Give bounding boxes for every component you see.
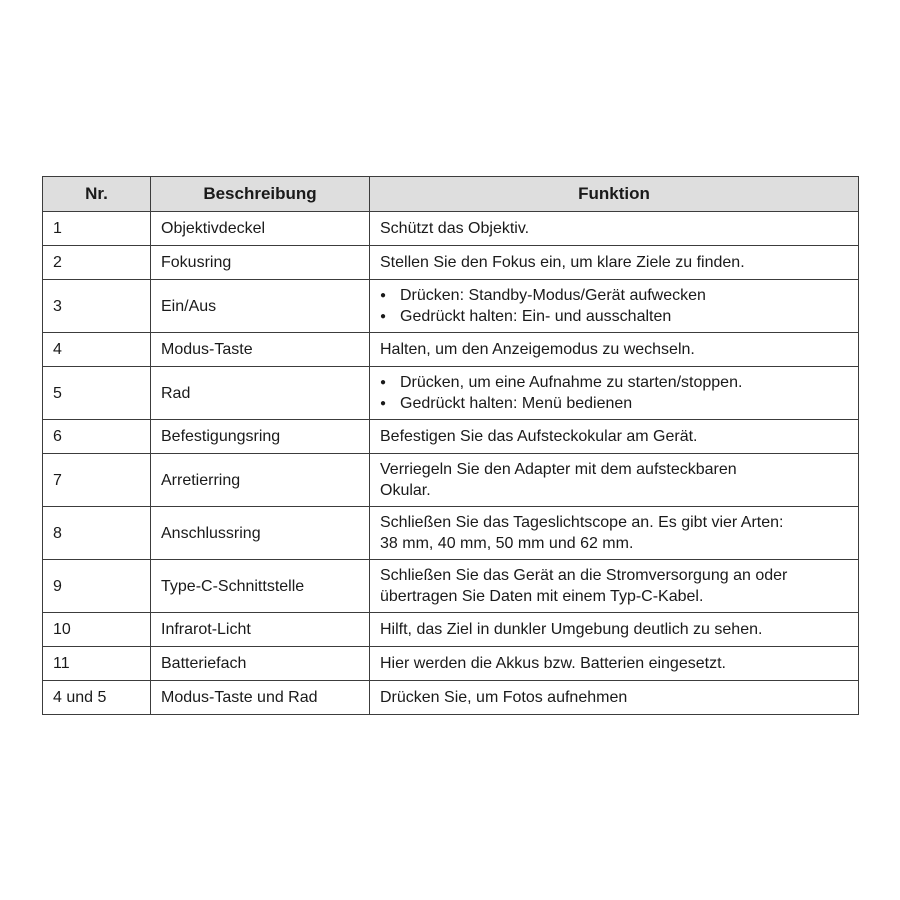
table-row [43, 454, 859, 507]
funktion-cell [370, 454, 859, 507]
funktion-cell [370, 333, 859, 367]
beschreibung-cell: Befestigungsring [151, 420, 370, 454]
funktion-cell [370, 560, 859, 613]
beschreibung-cell: Rad [151, 367, 370, 420]
header-beschreibung: Beschreibung [151, 177, 370, 212]
funktion-text-line: Schließen Sie das Gerät an die Stromversorgung an oder [380, 567, 788, 584]
funktion-text [380, 459, 848, 501]
funktion-text [380, 425, 848, 448]
funktion-text [380, 217, 848, 240]
funktion-text-line: Stellen Sie den Fokus ein, um klare Ziele zu finden. [380, 254, 745, 271]
nr-cell: 11 [43, 647, 151, 681]
nr-cell: 6 [43, 420, 151, 454]
beschreibung-cell: Fokusring [151, 246, 370, 280]
beschreibung-cell: Objektivdeckel [151, 212, 370, 246]
table-row [43, 367, 859, 420]
funktion-text-line: Hier werden die Akkus bzw. Batterien eingesetzt. [380, 655, 726, 672]
bullet-item-text: Gedrückt halten: Ein- und ausschalten [400, 308, 672, 325]
beschreibung-cell: Batteriefach [151, 647, 370, 681]
funktion-cell [370, 681, 859, 715]
table-row [43, 507, 859, 560]
funktion-cell [370, 613, 859, 647]
bullet-icon: ● [380, 398, 387, 409]
funktion-text-line: Drücken Sie, um Fotos aufnehmen [380, 689, 628, 706]
beschreibung-cell: Type-C-Schnittstelle [151, 560, 370, 613]
bullet-icon: ● [380, 377, 387, 388]
funktion-cell [370, 507, 859, 560]
funktion-text [380, 652, 848, 675]
table-body [43, 212, 859, 715]
bullet-icon: ● [380, 290, 387, 301]
nr-cell: 2 [43, 246, 151, 280]
funktion-text-line: Schließen Sie das Tageslichtscope an. Es gibt vier Arten: [380, 514, 784, 531]
beschreibung-cell: Modus-Taste und Rad [151, 681, 370, 715]
bullet-item-text: Drücken, um eine Aufnahme zu starten/stoppen. [400, 374, 743, 391]
funktion-text [380, 251, 848, 274]
nr-cell: 7 [43, 454, 151, 507]
funktion-text-line: 38 mm, 40 mm, 50 mm und 62 mm. [380, 535, 634, 552]
funktion-text [380, 618, 848, 641]
nr-cell: 5 [43, 367, 151, 420]
nr-cell: 4 und 5 [43, 681, 151, 715]
beschreibung-cell: Anschlussring [151, 507, 370, 560]
funktion-text-line: Befestigen Sie das Aufsteckokular am Gerät. [380, 428, 698, 445]
bullet-item [380, 285, 848, 306]
header-nr: Nr. [43, 177, 151, 212]
bullet-item [380, 372, 848, 393]
nr-cell: 1 [43, 212, 151, 246]
table-row [43, 420, 859, 454]
nr-cell: 8 [43, 507, 151, 560]
beschreibung-cell: Ein/Aus [151, 280, 370, 333]
bullet-item-text: Gedrückt halten: Menü bedienen [400, 395, 633, 412]
table-row [43, 212, 859, 246]
nr-cell: 10 [43, 613, 151, 647]
table-header [43, 177, 859, 212]
funktion-cell [370, 420, 859, 454]
table-row [43, 246, 859, 280]
table-row [43, 560, 859, 613]
table-row [43, 647, 859, 681]
funktion-cell [370, 246, 859, 280]
bullet-item [380, 306, 848, 327]
funktion-text [380, 338, 848, 361]
bullet-item [380, 393, 848, 414]
funktion-text [380, 686, 848, 709]
nr-cell: 9 [43, 560, 151, 613]
funktion-text-line: Schützt das Objektiv. [380, 220, 530, 237]
funktion-text-line: Hilft, das Ziel in dunkler Umgebung deutlich zu sehen. [380, 621, 763, 638]
header-row [43, 177, 859, 212]
table-row [43, 613, 859, 647]
table-row [43, 333, 859, 367]
nr-cell: 4 [43, 333, 151, 367]
header-funktion: Funktion [370, 177, 859, 212]
beschreibung-cell: Modus-Taste [151, 333, 370, 367]
bullet-item-text: Drücken: Standby-Modus/Gerät aufwecken [400, 287, 706, 304]
bullet-icon: ● [380, 311, 387, 322]
funktion-text-line: Okular. [380, 482, 431, 499]
nr-cell: 3 [43, 280, 151, 333]
funktion-cell [370, 647, 859, 681]
funktion-cell [370, 280, 859, 333]
funktion-text-line: Verriegeln Sie den Adapter mit dem aufsteckbaren [380, 461, 737, 478]
beschreibung-cell: Infrarot-Licht [151, 613, 370, 647]
funktion-cell [370, 367, 859, 420]
manual-table-container [42, 176, 858, 715]
funktion-text [380, 512, 848, 554]
funktion-text [380, 565, 848, 607]
device-function-table [42, 176, 859, 715]
funktion-cell [370, 212, 859, 246]
table-row [43, 280, 859, 333]
table-row [43, 681, 859, 715]
funktion-text-line: Halten, um den Anzeigemodus zu wechseln. [380, 341, 695, 358]
beschreibung-cell: Arretierring [151, 454, 370, 507]
funktion-text-line: übertragen Sie Daten mit einem Typ-C-Kabel. [380, 588, 704, 605]
